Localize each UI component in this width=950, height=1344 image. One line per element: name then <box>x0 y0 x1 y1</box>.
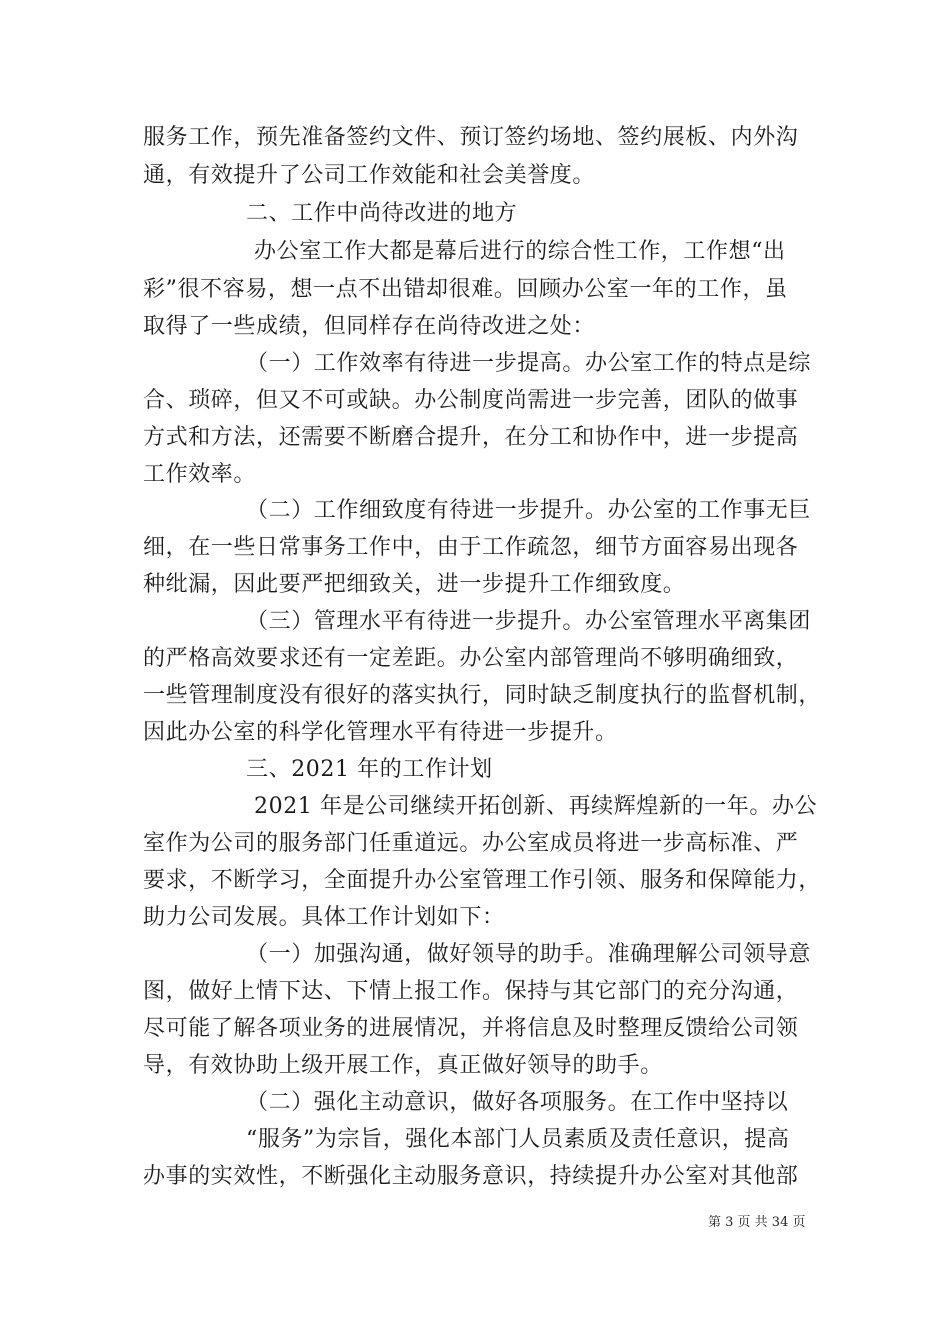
text-line: （一）工作效率有待进一步提高。办公室工作的特点是综 <box>246 351 812 376</box>
text-line: 办事的实效性，不断强化主动服务意识，持续提升办公室对其他部 <box>143 1164 799 1189</box>
text-line: 方式和方法，还需要不断磨合提升，在分工和协作中，进一步提高 <box>143 425 799 450</box>
text-line: 通，有效提升了公司工作效能和社会美誉度。 <box>143 163 596 188</box>
text-line: 助力公司发展。具体工作计划如下： <box>143 905 505 930</box>
text-line: （三）管理水平有待进一步提升。办公室管理水平离集团 <box>246 609 812 634</box>
text-line: “服务”为宗旨，强化本部门人员素质及责任意识，提高 <box>246 1127 790 1152</box>
text-line: （二）工作细致度有待进一步提升。办公室的工作事无巨 <box>246 498 812 523</box>
text-line: 细，在一些日常事务工作中，由于工作疏忽，细节方面容易出现各 <box>143 535 799 560</box>
text-line: 室作为公司的服务部门任重道远。办公室成员将进一步高标准、严 <box>143 831 799 856</box>
section-heading: 二、工作中尚待改进的地方 <box>246 201 518 226</box>
text-line: 2021 年是公司继续开拓创新、再续辉煌新的一年。办公 <box>254 794 818 819</box>
text-line: 尽可能了解各项业务的进展情况，并将信息及时整理反馈给公司领 <box>143 1016 799 1041</box>
text-line: 办公室工作大都是幕后进行的综合性工作，工作想“出 <box>254 239 786 264</box>
text-line: 要求，不断学习，全面提升办公室管理工作引领、服务和保障能力， <box>143 868 822 893</box>
text-line: 一些管理制度没有很好的落实执行，同时缺乏制度执行的监督机制， <box>143 683 822 708</box>
text-line: 服务工作，预先准备签约文件、预订签约场地、签约展板、内外沟 <box>143 125 799 150</box>
page-number-footer: 第 3 页 共 34 页 <box>708 1215 806 1230</box>
text-line: 因此办公室的科学化管理水平有待进一步提升。 <box>143 720 618 745</box>
text-line: 彩”很不容易，想一点不出错却很难。回顾办公室一年的工作，虽 <box>143 277 788 302</box>
section-heading: 三、2021 年的工作计划 <box>246 757 493 782</box>
text-line: 图，做好上情下达、下情上报工作。保持与其它部门的充分沟通， <box>143 979 799 1004</box>
text-line: 导，有效协助上级开展工作，真正做好领导的助手。 <box>143 1053 663 1078</box>
text-line: 取得了一些成绩，但同样存在尚待改进之处： <box>143 314 596 339</box>
text-line: 合、琐碎，但又不可或缺。办公制度尚需进一步完善，团队的做事 <box>143 388 799 413</box>
text-line: （二）强化主动意识，做好各项服务。在工作中坚持以 <box>246 1090 789 1115</box>
text-line: 种纰漏，因此要严把细致关，进一步提升工作细致度。 <box>143 572 686 597</box>
text-line: 的严格高效要求还有一定差距。办公室内部管理尚不够明确细致， <box>143 646 799 671</box>
text-line: 工作效率。 <box>143 462 257 487</box>
text-line: （一）加强沟通，做好领导的助手。准确理解公司领导意 <box>246 942 812 967</box>
